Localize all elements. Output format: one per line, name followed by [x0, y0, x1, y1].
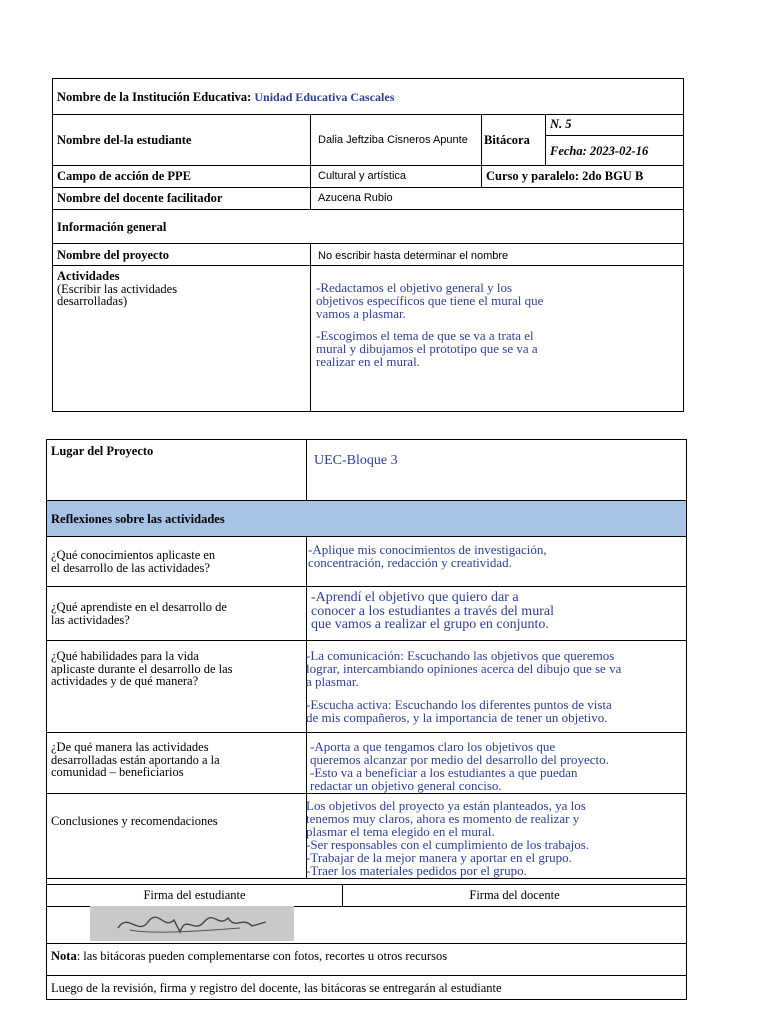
text-line: el desarrollo de las actividades? — [51, 560, 210, 575]
bitacora-date: Fecha: 2023-02-16 — [550, 144, 649, 158]
text-line: -Esto va a beneficiar a los estudiantes a que puedan — [310, 765, 578, 780]
note-row — [51, 950, 447, 963]
institution-label: Nombre de la Institución Educativa: — [57, 90, 252, 104]
answer-3b — [306, 698, 612, 724]
reflections-header: Reflexiones sobre las actividades — [51, 512, 225, 526]
question-2 — [51, 601, 227, 626]
place-value: UEC-Bloque 3 — [314, 453, 398, 468]
text-line: comunidad – beneficiarios — [51, 765, 184, 779]
institution-value: Unidad Educativa Cascales — [254, 90, 395, 104]
text-line: aplicaste durante el desarrollo de las — [51, 661, 233, 676]
text-line: ¿Qué conocimientos aplicaste en — [51, 548, 216, 562]
project-label: Nombre del proyecto — [57, 248, 170, 262]
text-line: plasmar el tema elegido en el mural. — [306, 824, 495, 839]
footer-note: Luego de la revisión, firma y registro del docente, las bitácoras se entregarán al estudiante — [51, 981, 502, 995]
project-value: No escribir hasta determinar el nombre — [318, 250, 509, 262]
signature-icon — [90, 906, 294, 941]
text-line: -Traer los materiales pedidos por el grupo. — [306, 863, 527, 878]
answer-2 — [311, 591, 554, 632]
text-line: objetivos específicos que tiene el mural que — [316, 293, 544, 308]
institution-row — [57, 90, 394, 105]
text-line: las actividades? — [51, 612, 130, 627]
student-signature-label: Firma del estudiante — [143, 888, 246, 902]
question-1 — [51, 549, 215, 574]
teacher-name: Azucena Rubio — [318, 192, 393, 204]
text-line: -Aporta a que tengamos claro los objetivos que — [310, 739, 556, 754]
text-line: -Aplique mis conocimientos de investigación, — [308, 542, 547, 557]
text-line: mural y dibujamos el prototipo que se va a — [316, 341, 538, 356]
text-line: -La comunicación: Escuchando las objetivos que queremos — [306, 648, 615, 663]
field-label: Campo de acción de PPE — [57, 169, 192, 183]
student-label: Nombre del-la estudiante — [57, 133, 192, 147]
teacher-label: Nombre del docente facilitador — [57, 191, 223, 205]
text-line: ¿De qué manera las actividades — [51, 740, 209, 754]
note-text: : las bitácoras pueden complementarse con fotos, recortes u otros recursos — [76, 949, 448, 963]
text-line: lograr, intercambiando opiniones acerca del dibujo que se va — [306, 661, 622, 676]
text-line: -Redactamos el objetivo general y los — [316, 280, 513, 295]
general-info-heading: Información general — [57, 220, 167, 234]
text-line: actividades y de qué manera? — [51, 674, 199, 688]
text-line: -Aprendí el objetivo que quiero dar a — [311, 590, 519, 605]
bitacora-number: N. 5 — [550, 117, 572, 131]
activities-label-block — [57, 270, 177, 308]
text-line: concentración, redacción y creatividad. — [308, 555, 512, 570]
text-line: tenemos muy claros, ahora es momento de realizar y — [306, 811, 580, 826]
bitacora-label: Bitácora — [484, 133, 530, 147]
text-line: -Ser responsables con el cumplimiento de los trabajos. — [306, 837, 590, 852]
teacher-signature-label: Firma del docente — [469, 888, 560, 902]
text-line: realizar en el mural. — [316, 354, 420, 369]
answer-3a — [306, 649, 621, 688]
activities-title: Actividades — [57, 269, 120, 283]
text-line: redactar un objetivo general conciso. — [310, 778, 502, 793]
text-line: ¿Qué habilidades para la vida — [51, 649, 199, 663]
text-line: desarrolladas están aportando a la — [51, 752, 220, 767]
text-line: Los objetivos del proyecto ya están planteados, ya los — [306, 798, 586, 813]
text-line: queremos alcanzar por medio del desarrollo del proyecto. — [310, 752, 609, 767]
text-line: a plasmar. — [306, 674, 359, 689]
activities-paragraph-2 — [316, 329, 538, 368]
note-label: Nota — [51, 949, 77, 963]
field-value: Cultural y artística — [318, 170, 407, 182]
text-line: vamos a plasmar. — [316, 306, 406, 321]
answer-5 — [306, 799, 589, 877]
question-4 — [51, 741, 220, 779]
question-5: Conclusiones y recomendaciones — [51, 814, 218, 828]
text-line: de mis compañeros, y la importancia de tener un objetivo. — [306, 710, 608, 725]
activities-paragraph-1 — [316, 281, 543, 320]
place-label: Lugar del Proyecto — [51, 444, 154, 458]
text-line: que vamos a realizar el grupo en conjunto. — [311, 617, 549, 632]
activities-hint-1: (Escribir las actividades — [57, 281, 178, 296]
text-line: -Escogimos el tema de que se va a trata el — [316, 328, 534, 343]
answer-1 — [308, 543, 547, 569]
activities-hint-2: desarrolladas) — [57, 294, 128, 308]
question-3 — [51, 650, 233, 688]
student-signature-image — [90, 906, 294, 941]
text-line: -Escucha activa: Escuchando los diferentes puntos de vista — [306, 697, 612, 712]
student-name: Dalia Jeftziba Cisneros Apunte — [318, 134, 468, 146]
text-line: conocer a los estudiantes a través del mural — [311, 603, 554, 619]
course-label: Curso y paralelo: 2do BGU B — [486, 169, 644, 183]
text-line: -Trabajar de la mejor manera y aportar en el grupo. — [306, 850, 572, 865]
answer-4 — [310, 740, 609, 792]
text-line: ¿Qué aprendiste en el desarrollo de — [51, 600, 227, 614]
